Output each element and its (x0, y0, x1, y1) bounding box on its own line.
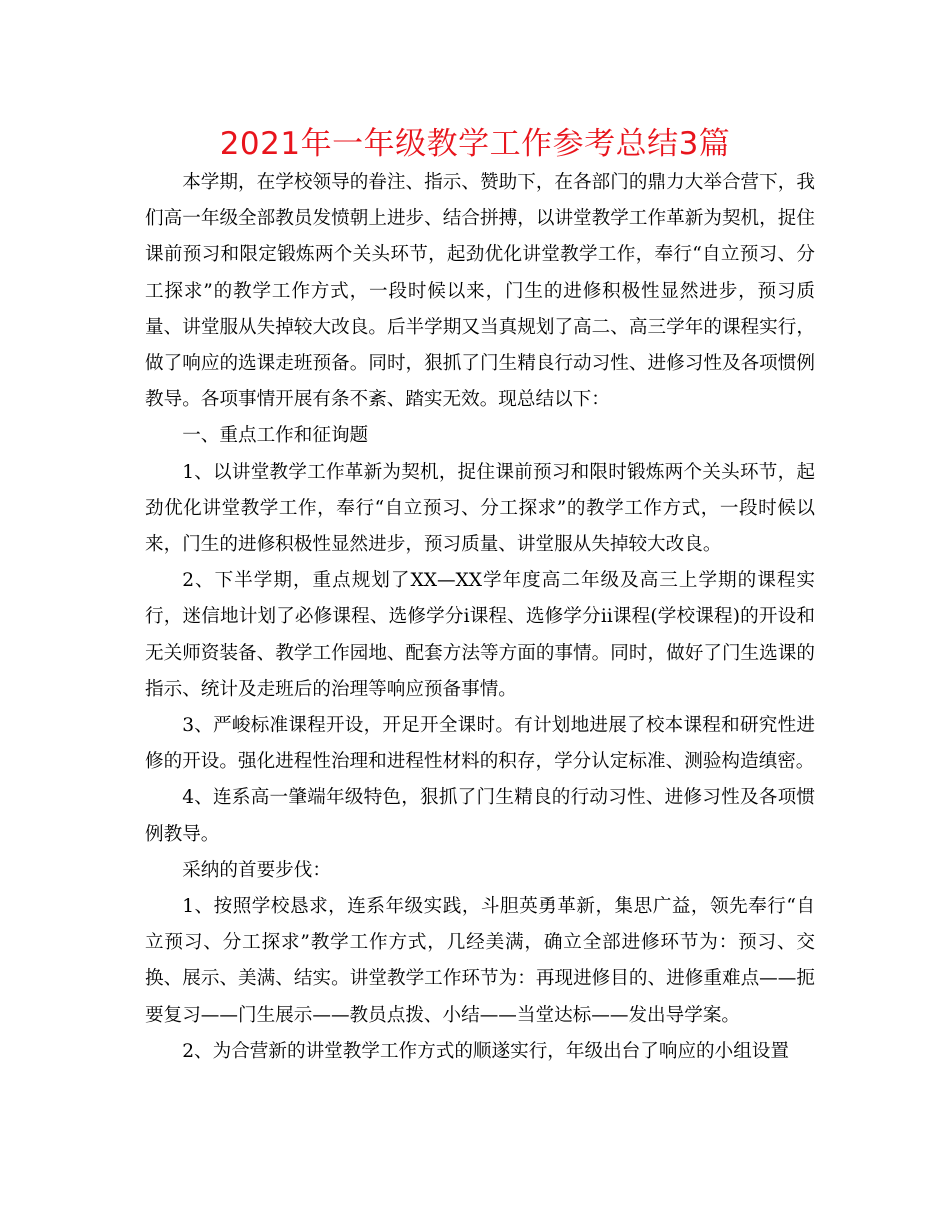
document-title: 2021年一年级教学工作参考总结3篇 (219, 126, 731, 162)
paragraph-intro: 本学期，在学校领导的眷注、指示、赞助下，在各部门的鼎力大举合营下，我们高一年级全部教员发愤朝上进步、结合拼搏，以讲堂教学工作革新为契机，捉住课前预习和限定锻炼两个关头环节，起劲优化讲堂教学工作，奉行“自立预习、分工探求”的教学工作方式，一段时候以来，门生的进修积极性显然进步，预习质量、讲堂服从失掉较大改良。后半学期又当真规划了高二、高三学年的课程实行，做了响应的选课走班预备。同时，狠抓了门生精良行动习性、进修习性及各项惯例教导。各项事情开展有条不紊、踏实无效。现总结以下： (145, 172, 815, 411)
section-heading: 一、重点工作和征询题 (182, 425, 369, 447)
paragraph-item: 1、按照学校恳求，连系年级实践，斗胆英勇革新，集思广益，领先奉行“自立预习、分工探求”教学工作方式，几经美满，确立全部进修环节为：预习、交换、展示、美满、结实。讲堂教学工作环节为：再现进修目的、进修重难点——扼要复习——门生展示——教员点拨、小结——当堂达标——发出导学案。 (145, 896, 815, 1026)
document-body (145, 165, 815, 1070)
paragraph-item: 4、连系高一肇端年级特色，狠抓了门生精良的行动习性、进修习性及各项惯例教导。 (145, 787, 815, 845)
paragraph-item: 3、严峻标准课程开设，开足开全课时。有计划地进展了校本课程和研究性进修的开设。强化进程性治理和进程性材料的积存，学分认定标准、测验构造缜密。 (145, 715, 815, 773)
subsection-heading: 采纳的首要步伐： (182, 859, 331, 881)
paragraph-item: 1、以讲堂教学工作革新为契机，捉住课前预习和限时锻炼两个关头环节，起劲优化讲堂教学工作，奉行“自立预习、分工探求”的教学工作方式，一段时候以来，门生的进修积极性显然进步，预习质量、讲堂服从失掉较大改良。 (145, 461, 815, 556)
paragraph-item: 2、为合营新的讲堂教学工作方式的顺遂实行，年级出台了响应的小组设置 (182, 1040, 790, 1062)
paragraph-item: 2、下半学期，重点规划了XX—XX学年度高二年级及高三上学期的课程实行，迷信地计划了必修课程、选修学分ⅰ课程、选修学分ⅱ课程(学校课程)的开设和无关师资装备、教学工作园地、配套方法等方面的事情。同时，做好了门生选课的指示、统计及走班后的治理等响应预备事情。 (145, 570, 815, 700)
